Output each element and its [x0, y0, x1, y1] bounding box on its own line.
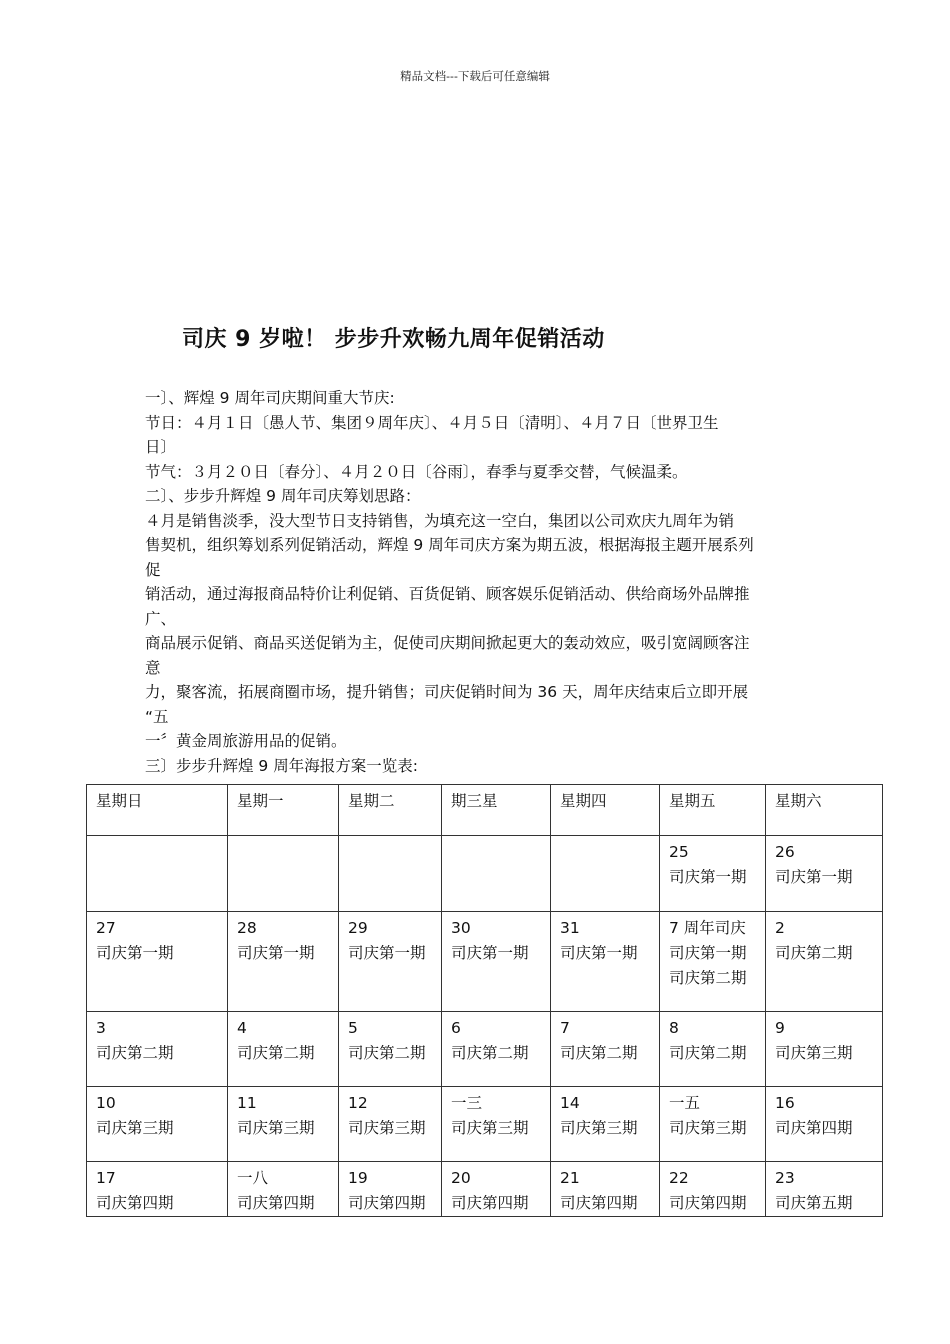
column-header: 期三星 — [442, 785, 551, 836]
calendar-cell — [551, 1162, 660, 1217]
calendar-cell — [766, 912, 883, 1012]
column-header: 星期日 — [87, 785, 228, 836]
cell-phase: 司庆第二期 — [451, 1044, 529, 1062]
cell-date: 9 — [775, 1019, 785, 1037]
cell-date: 12 — [348, 1094, 368, 1112]
cell-date: 17 — [96, 1169, 116, 1187]
cell-phase: 司庆第一期 — [669, 868, 747, 886]
text-line: 节气：３月２０日〔春分〕、４月２０日〔谷雨〕，春季与夏季交替，气候温柔。 — [145, 462, 688, 481]
cell-phase: 司庆第四期 — [560, 1194, 638, 1212]
cell-date: 2 — [775, 919, 785, 937]
calendar-cell — [87, 1162, 228, 1217]
cell-phase: 司庆第五期 — [775, 1194, 853, 1212]
cell-phase: 司庆第一期 — [669, 944, 747, 962]
column-header: 星期六 — [766, 785, 883, 836]
text-line: 商品展示促销、商品买送促销为主，促使司庆期间掀起更大的轰动效应，吸引宽阔顾客注 — [145, 634, 750, 652]
column-header: 星期五 — [660, 785, 766, 836]
calendar-cell — [551, 912, 660, 1012]
calendar-cell — [87, 836, 228, 912]
calendar-cell — [766, 836, 883, 912]
calendar-cell — [228, 912, 339, 1012]
calendar-cell — [339, 912, 442, 1012]
calendar-cell — [551, 836, 660, 912]
cell-date: 21 — [560, 1169, 580, 1187]
calendar-cell — [660, 836, 766, 912]
calendar-cell — [87, 1012, 228, 1087]
cell-date: 28 — [237, 919, 257, 937]
table-row — [87, 1012, 883, 1087]
calendar-cell — [442, 912, 551, 1012]
cell-phase: 司庆第三期 — [237, 1119, 315, 1137]
cell-date: 10 — [96, 1094, 116, 1112]
calendar-cell — [339, 1012, 442, 1087]
cell-date: 20 — [451, 1169, 471, 1187]
cell-date: 一五 — [669, 1094, 701, 1112]
cell-phase: 司庆第三期 — [451, 1119, 529, 1137]
cell-date: 27 — [96, 919, 116, 937]
calendar-cell — [228, 1012, 339, 1087]
text-line: ４月是销售淡季，没大型节日支持销售，为填充这一空白，集团以公司欢庆九周年为销 — [145, 511, 735, 530]
column-header: 星期四 — [551, 785, 660, 836]
cell-date: 3 — [96, 1019, 106, 1037]
calendar-cell — [660, 1012, 766, 1087]
cell-date: 一八 — [237, 1169, 269, 1187]
calendar-cell — [442, 1162, 551, 1217]
cell-phase: 司庆第二期 — [348, 1044, 426, 1062]
cell-phase: 司庆第二期 — [775, 944, 853, 962]
table-header-row — [87, 785, 883, 836]
cell-phase: 司庆第一期 — [451, 944, 529, 962]
page-header: 精品文档---下载后可任意编辑 — [400, 69, 550, 83]
text-line: 三〕步步升辉煌 9 周年海报方案一览表: — [145, 756, 418, 775]
cell-phase: 司庆第二期 — [560, 1044, 638, 1062]
cell-date: 11 — [237, 1094, 257, 1112]
cell-phase: 司庆第四期 — [451, 1194, 529, 1212]
cell-phase: 司庆第二期 — [669, 969, 747, 987]
cell-date: 7 周年司庆 — [669, 919, 746, 937]
cell-date: 22 — [669, 1169, 689, 1187]
document-title: 司庆 9 岁啦！ 步步升欢畅九周年促销活动 — [182, 327, 605, 352]
calendar-cell — [551, 1087, 660, 1162]
calendar-cell — [766, 1162, 883, 1217]
cell-date: 6 — [451, 1019, 461, 1037]
cell-phase: 司庆第三期 — [669, 1119, 747, 1137]
cell-phase: 司庆第一期 — [560, 944, 638, 962]
column-header: 星期一 — [228, 785, 339, 836]
text-line: 广、 — [145, 609, 177, 628]
calendar-cell — [766, 1087, 883, 1162]
cell-date: 30 — [451, 919, 471, 937]
cell-date: 23 — [775, 1169, 795, 1187]
cell-date: 5 — [348, 1019, 358, 1037]
table-row — [87, 912, 883, 1012]
calendar-cell — [660, 912, 766, 1012]
calendar-cell — [442, 1012, 551, 1087]
text-line: 日〕 — [145, 438, 177, 456]
column-header: 星期二 — [339, 785, 442, 836]
calendar-cell — [766, 1012, 883, 1087]
calendar-cell — [339, 1162, 442, 1217]
cell-date: 16 — [775, 1094, 795, 1112]
cell-date: 一三 — [451, 1094, 483, 1112]
calendar-cell — [339, 836, 442, 912]
text-line: 意 — [145, 658, 161, 677]
text-line: 一〕、辉煌 9 周年司庆期间重大节庆: — [145, 389, 395, 407]
cell-phase: 司庆第一期 — [237, 944, 315, 962]
calendar-cell — [87, 912, 228, 1012]
calendar-cell — [660, 1162, 766, 1217]
cell-date: 19 — [348, 1169, 368, 1187]
cell-date: 4 — [237, 1019, 247, 1037]
text-line: 一〞黄金周旅游用品的促销。 — [145, 732, 347, 750]
text-line: 二〕、步步升辉煌 9 周年司庆筹划思路： — [145, 487, 421, 505]
calendar-cell — [339, 1087, 442, 1162]
cell-date: 8 — [669, 1019, 679, 1037]
cell-phase: 司庆第四期 — [348, 1194, 426, 1212]
cell-phase: 司庆第四期 — [237, 1194, 315, 1212]
calendar-cell — [228, 1087, 339, 1162]
calendar-cell — [228, 836, 339, 912]
cell-phase: 司庆第一期 — [348, 944, 426, 962]
text-line: 销活动，通过海报商品特价让利促销、百货促销、顾客娱乐促销活动、供给商场外品牌推 — [145, 585, 750, 603]
cell-date: 14 — [560, 1094, 580, 1112]
cell-phase: 司庆第一期 — [775, 868, 853, 886]
table-row — [87, 1162, 883, 1217]
cell-phase: 司庆第一期 — [96, 944, 174, 962]
cell-phase: 司庆第三期 — [560, 1119, 638, 1137]
calendar-cell — [442, 1087, 551, 1162]
table-row — [87, 836, 883, 912]
cell-date: 29 — [348, 919, 368, 937]
cell-phase: 司庆第四期 — [775, 1119, 853, 1137]
calendar-cell — [660, 1087, 766, 1162]
text-line: 促 — [145, 560, 161, 579]
text-line: 节日：４月１日〔愚人节、集团９周年庆〕、４月５日〔清明〕、４月７日〔世界卫生 — [145, 413, 719, 432]
calendar-cell — [228, 1162, 339, 1217]
text-line: 力，聚客流，拓展商圈市场，提升销售；司庆促销时间为 36 天，周年庆结束后立即开展 — [145, 683, 749, 701]
cell-phase: 司庆第四期 — [669, 1194, 747, 1212]
cell-phase: 司庆第四期 — [96, 1194, 174, 1212]
text-line: “五 — [145, 707, 169, 726]
cell-phase: 司庆第三期 — [96, 1119, 174, 1137]
calendar-cell — [551, 1012, 660, 1087]
cell-phase: 司庆第二期 — [237, 1044, 315, 1062]
table-body — [87, 836, 883, 1217]
calendar-cell — [87, 1087, 228, 1162]
body-text — [145, 386, 805, 778]
text-line: 售契机，组织筹划系列促销活动，辉煌 9 周年司庆方案为期五波，根据海报主题开展系列 — [145, 536, 754, 554]
cell-phase: 司庆第三期 — [775, 1044, 853, 1062]
cell-phase: 司庆第二期 — [669, 1044, 747, 1062]
cell-phase: 司庆第三期 — [348, 1119, 426, 1137]
calendar-cell — [442, 836, 551, 912]
cell-date: 7 — [560, 1019, 570, 1037]
poster-schedule-table — [86, 784, 883, 1217]
cell-date: 26 — [775, 843, 795, 861]
cell-phase: 司庆第二期 — [96, 1044, 174, 1062]
cell-date: 25 — [669, 843, 689, 861]
cell-date: 31 — [560, 919, 580, 937]
table-row — [87, 1087, 883, 1162]
